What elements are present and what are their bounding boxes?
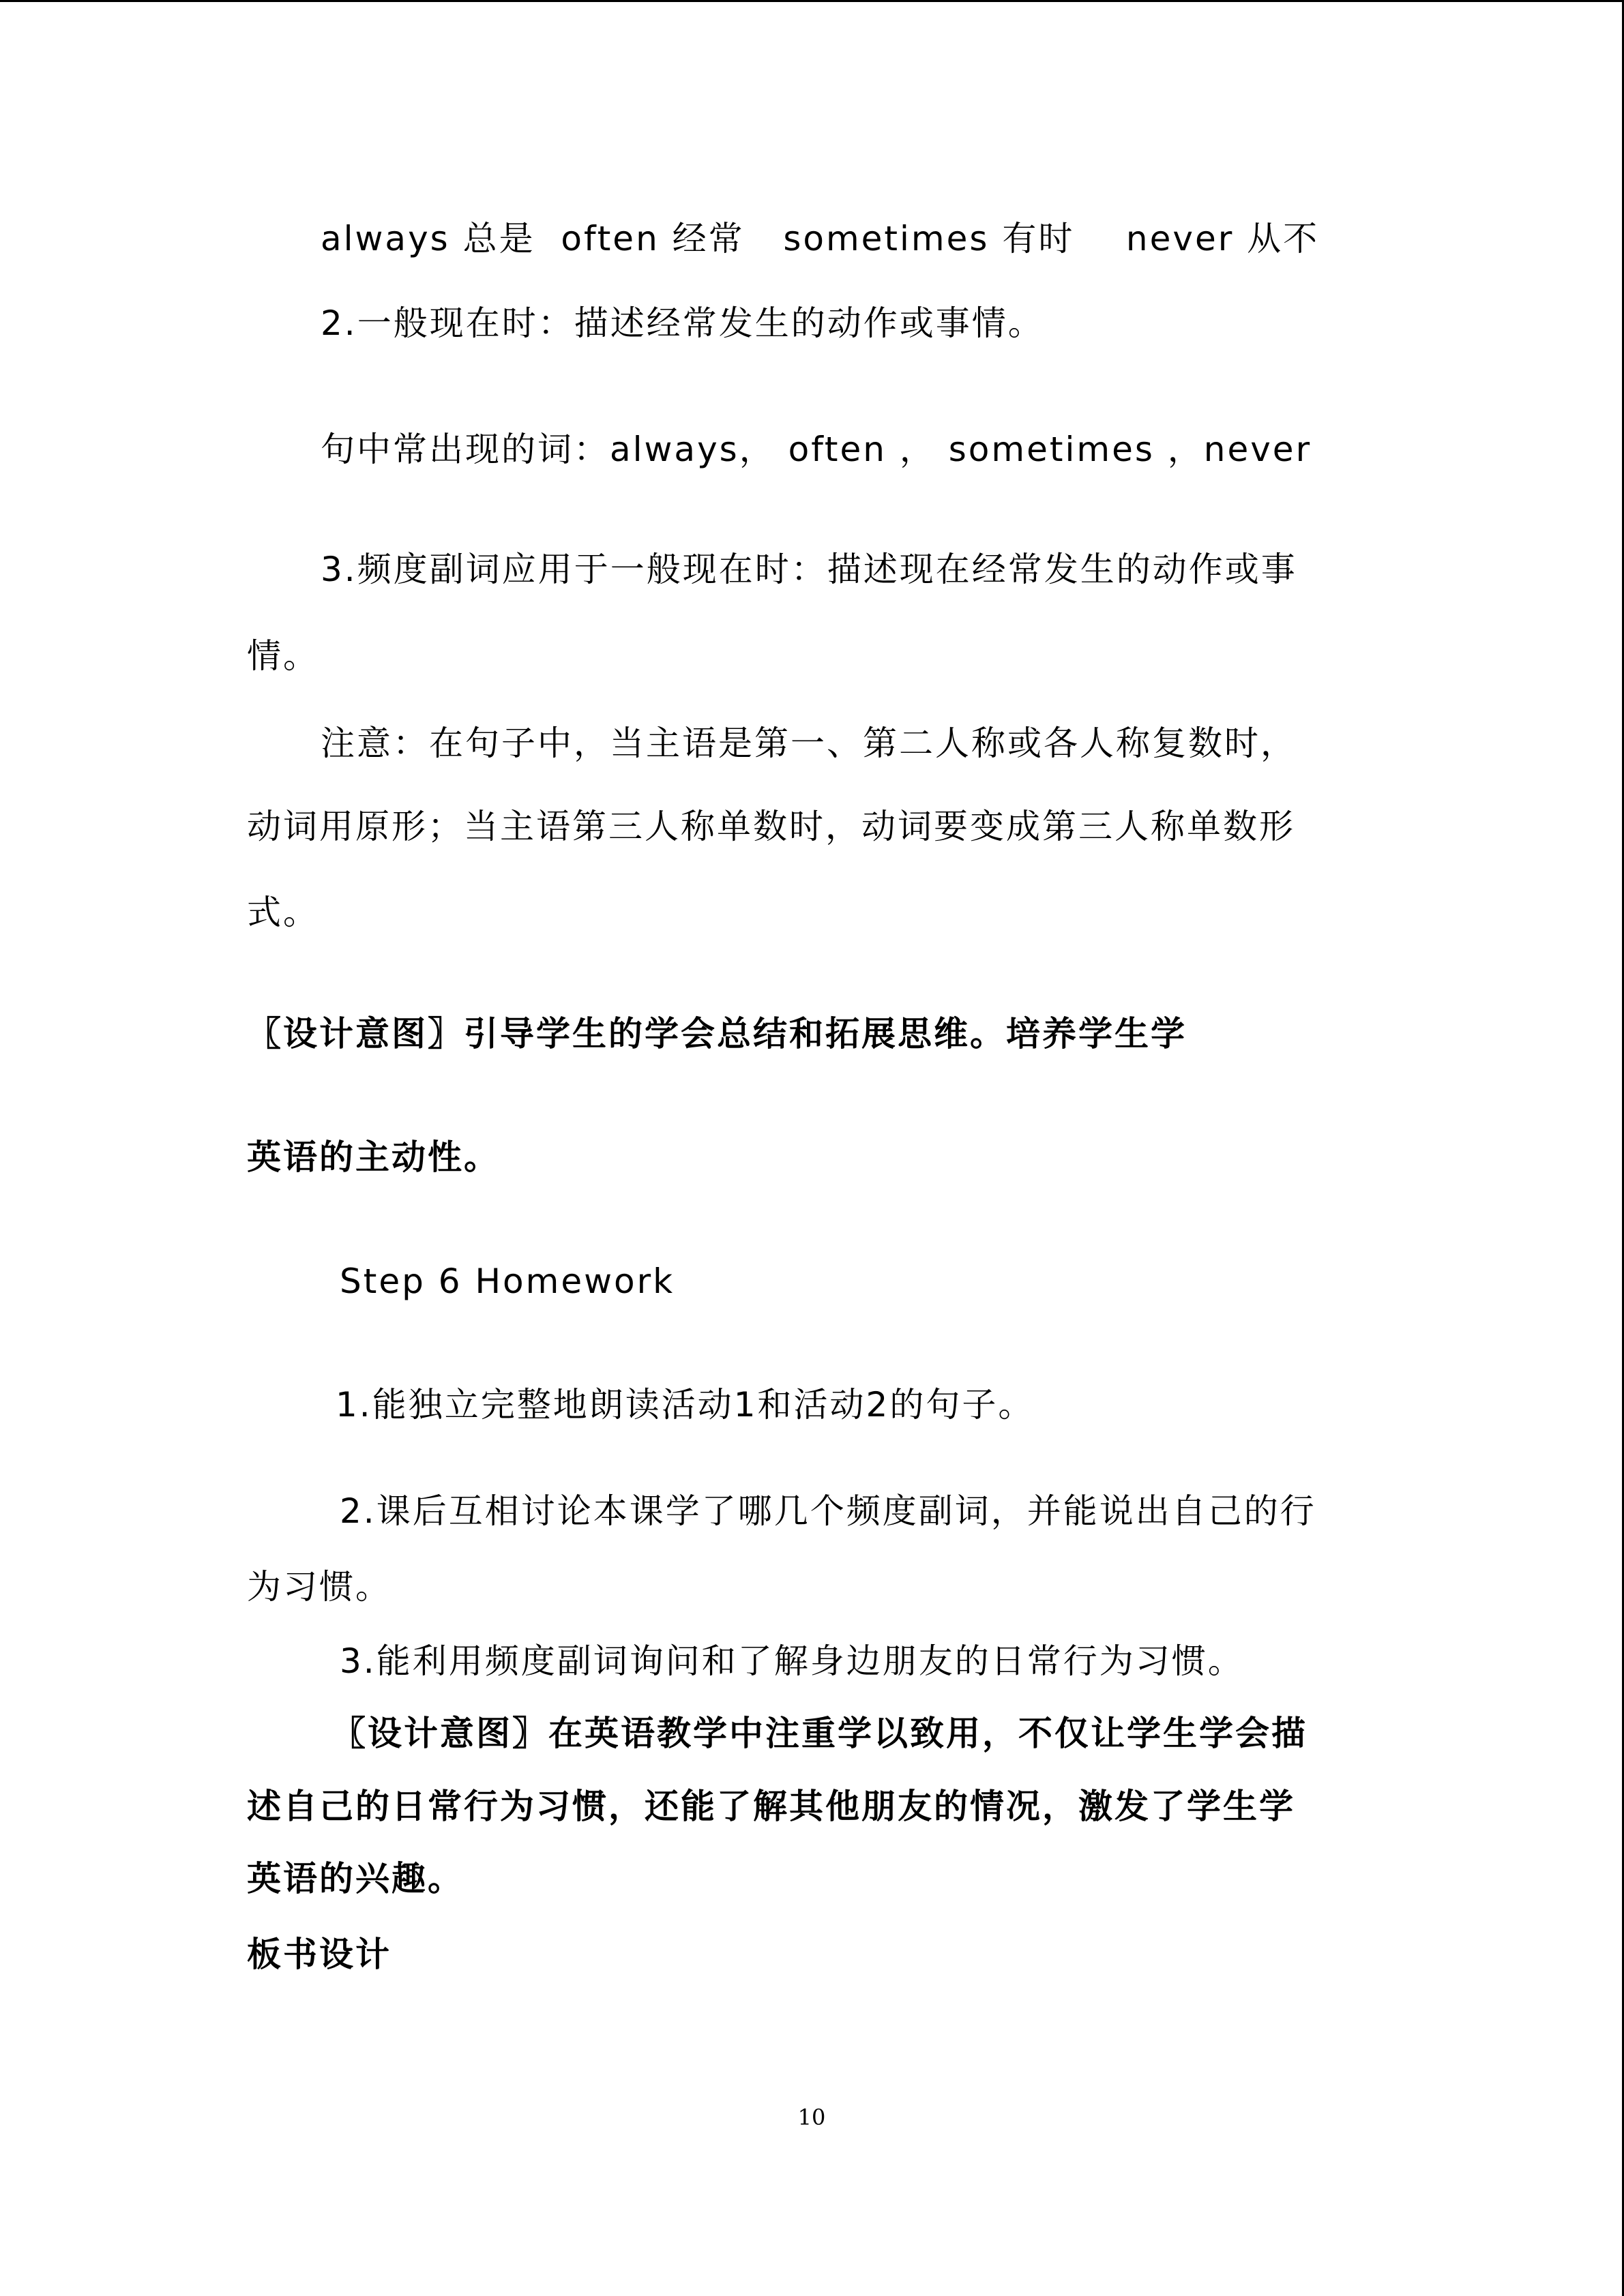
homework-item: 1.能独立完整地朗读活动1和活动2的句子。 xyxy=(336,1385,1035,1425)
homework-item: 3.能利用频度副词询问和了解身边朋友的日常行为习惯。 xyxy=(340,1641,1244,1681)
homework-item: 2.课后互相讨论本课学了哪几个频度副词，并能说出自己的行 xyxy=(340,1491,1316,1531)
paragraph-line: 情。 xyxy=(247,636,319,676)
design-intent-line: 英语的兴趣。 xyxy=(247,1859,464,1898)
paragraph-line: 句中常出现的词：always， often ， sometimes ，never xyxy=(321,430,1312,469)
top-border xyxy=(0,0,1624,2)
paragraph-line: 注意：在句子中，当主语是第一、第二人称或各人称复数时， xyxy=(321,724,1297,763)
design-intent-line: 英语的主动性。 xyxy=(247,1137,500,1177)
section-heading: Step 6 Homework xyxy=(340,1262,675,1301)
board-design-heading: 板书设计 xyxy=(247,1935,392,1974)
homework-item: 为习惯。 xyxy=(247,1567,392,1607)
vocab-line: always 总是 often 经常 sometimes 有时 never 从不 xyxy=(321,219,1320,258)
paragraph-line: 2.一般现在时：描述经常发生的动作或事情。 xyxy=(321,303,1044,343)
design-intent-line: 述自己的日常行为习惯，还能了解其他朋友的情况，激发了学生学 xyxy=(247,1787,1295,1826)
paragraph-line: 动词用原形；当主语第三人称单数时，动词要变成第三人称单数形 xyxy=(247,807,1295,846)
paragraph-line: 式。 xyxy=(247,893,319,932)
design-intent-line: 〖设计意图〗在英语教学中注重学以致用，不仅让学生学会描 xyxy=(331,1714,1308,1753)
page-number: 10 xyxy=(797,2104,826,2130)
design-intent-line: 〖设计意图〗引导学生的学会总结和拓展思维。培养学生学 xyxy=(247,1014,1187,1054)
paragraph-line: 3.频度副词应用于一般现在时：描述现在经常发生的动作或事 xyxy=(321,550,1297,589)
